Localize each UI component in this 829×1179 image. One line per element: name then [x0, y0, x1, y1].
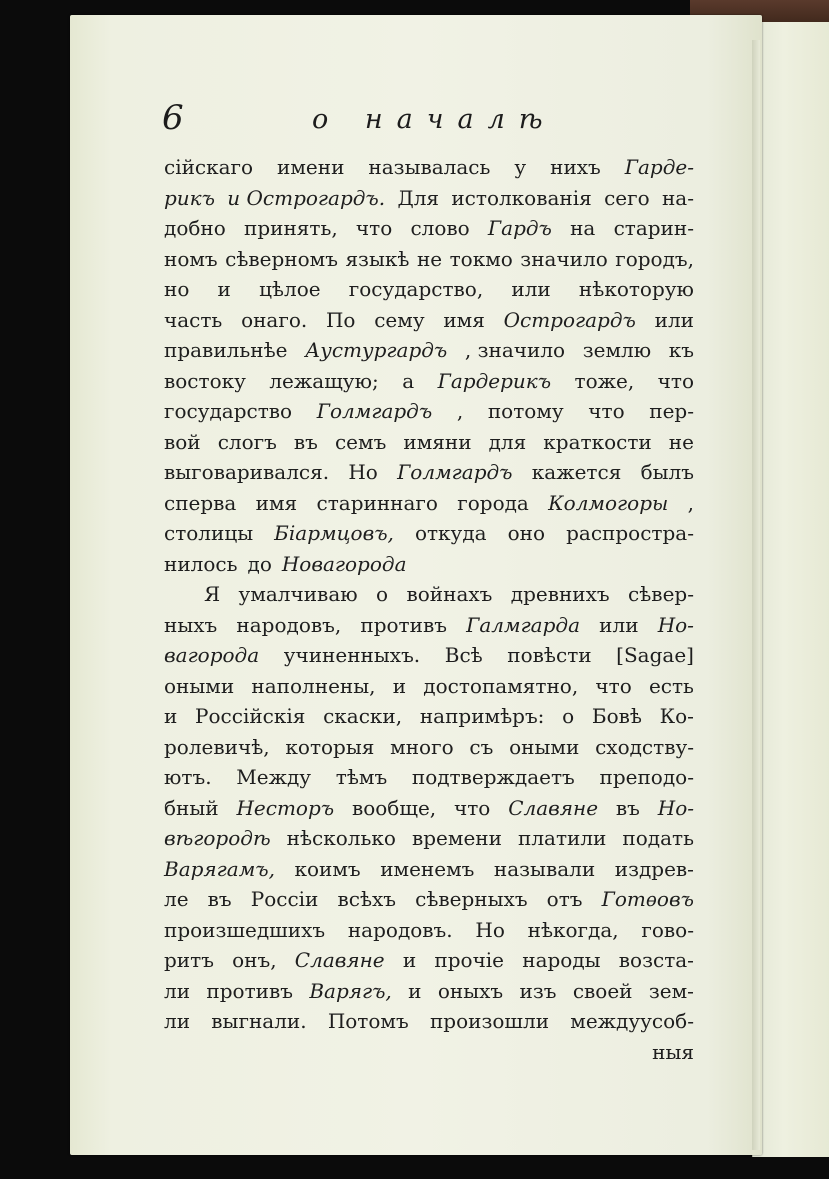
word: своей [572, 978, 633, 1003]
word: добно [164, 216, 226, 240]
word: языкѣ [345, 246, 410, 271]
word: сѣвер- [628, 582, 694, 606]
word: семъ [334, 429, 387, 454]
word: учиненныхъ. [283, 643, 421, 667]
word: напримѣръ: [419, 704, 545, 728]
text-line [164, 1006, 694, 1037]
word: тѣмъ [335, 765, 388, 789]
text-line [164, 854, 694, 885]
word: подтверждаетъ [411, 765, 575, 789]
word: Между [236, 765, 312, 789]
italic-word: Біармцовъ, [274, 521, 394, 545]
word: нилось [164, 551, 238, 576]
text-line [164, 671, 694, 702]
word: прочіе [434, 948, 505, 972]
word: [Sagae] [616, 643, 694, 667]
italic-word: Славяне [508, 795, 599, 820]
text-line [164, 732, 694, 763]
text-line [164, 701, 694, 732]
italic-word: Гардe- [624, 155, 694, 179]
word: государство [164, 399, 293, 423]
text-line [164, 915, 694, 946]
word: не [668, 429, 694, 454]
paragraph-2 [164, 579, 694, 1037]
word: именемъ [380, 856, 475, 881]
word: сходству- [595, 734, 694, 759]
word: нѣкогда, [527, 917, 619, 942]
word: Но [475, 917, 505, 942]
word: есть [648, 673, 694, 698]
word: народовъ, [236, 612, 342, 637]
word: слово [410, 216, 470, 240]
word: въ [615, 795, 640, 820]
word: народовъ. [347, 917, 453, 942]
word: выговаривался. [164, 460, 330, 484]
italic-word: Варягамъ, [164, 856, 275, 881]
word: подать [622, 826, 694, 850]
word: на- [661, 185, 694, 210]
word: вообще, [351, 795, 437, 820]
word: , [687, 490, 694, 515]
page-gutter-shadow [752, 40, 760, 1150]
word: часть [164, 307, 223, 332]
italic-word: Аустургардъ [305, 338, 448, 362]
italic-word: Галмгарда [466, 612, 581, 637]
word: государство, [348, 277, 484, 301]
word: въ [293, 429, 318, 454]
word: народы [522, 948, 601, 972]
word: и [164, 704, 178, 728]
word: имя [443, 307, 485, 332]
running-title: о началѣ [312, 104, 557, 135]
word: старин- [613, 216, 694, 240]
italic-word: Несторъ [236, 795, 335, 820]
word: съ [469, 734, 494, 759]
word: на [570, 216, 596, 240]
italic-word: Но- [657, 612, 694, 637]
word: значило [520, 246, 608, 271]
text-line [164, 579, 694, 610]
word: не [416, 246, 443, 271]
word: нихъ [550, 155, 601, 179]
word: сѣверныхъ [415, 887, 528, 911]
paragraph-1 [164, 152, 694, 579]
text-line [164, 976, 694, 1007]
text-line [164, 823, 694, 854]
italic-word: Новагорода [281, 551, 407, 576]
word: востоку [164, 368, 246, 393]
word: нѣсколько [286, 826, 396, 850]
text-line [164, 762, 694, 793]
word: много [390, 734, 454, 759]
word: вой [164, 429, 201, 454]
word: или [511, 277, 551, 301]
word: называли [493, 856, 596, 881]
word: или [599, 612, 639, 637]
word: Ко- [659, 704, 694, 728]
word: сѣверномъ [225, 246, 338, 271]
word: краткости [543, 429, 652, 454]
text-line [164, 793, 694, 824]
word: что [355, 216, 393, 240]
text-line [164, 213, 694, 244]
word: пер- [649, 399, 694, 423]
text-line [164, 457, 694, 488]
word: нѣкоторую [578, 277, 694, 301]
word: въ [207, 887, 232, 911]
word: къ [668, 338, 694, 362]
catchword-line [164, 1037, 694, 1068]
word: войнахъ [406, 582, 493, 606]
word: скаски, [323, 704, 403, 728]
word: повѣсти [507, 643, 592, 667]
word: ритъ [164, 948, 214, 972]
word: ле [164, 887, 189, 911]
word: и [402, 948, 417, 972]
word: что [595, 673, 632, 698]
word: издрев- [614, 856, 694, 881]
text-line [164, 274, 694, 305]
word: наполнены, [251, 673, 376, 698]
word: для [488, 429, 527, 454]
word: Бовѣ [591, 704, 642, 728]
word: произшедшихъ [164, 917, 326, 942]
italic-word: Гардерикъ [437, 368, 552, 393]
word: древнихъ [510, 582, 610, 606]
word: Потомъ [327, 1009, 409, 1033]
word: ли [164, 1009, 191, 1033]
text-line [164, 152, 694, 183]
word: имени [277, 155, 345, 179]
italic-word: Варягъ, [309, 978, 392, 1003]
text-line [164, 305, 694, 336]
italic-word: Славяне [294, 948, 385, 972]
word: распростра- [566, 521, 694, 545]
word: умалчиваю [238, 582, 358, 606]
word: оно [507, 521, 546, 545]
body-text [164, 152, 694, 1067]
word: о [376, 582, 389, 606]
word: слогъ [217, 429, 277, 454]
page-number: 6 [162, 98, 185, 138]
word: междуусоб- [570, 1009, 694, 1033]
word: города [457, 490, 529, 515]
word: столицы [164, 521, 254, 545]
text-line [164, 366, 694, 397]
word: что [588, 399, 625, 423]
word: правильнѣе [164, 338, 288, 362]
text-line [164, 183, 694, 214]
word: изъ [519, 978, 557, 1003]
italic-word: Колмогоры [548, 490, 669, 515]
word: времени [411, 826, 502, 850]
text-line [164, 396, 694, 427]
word: ныхъ [164, 612, 218, 637]
word: преподо- [599, 765, 694, 789]
word: возста- [618, 948, 694, 972]
word: Россіи [250, 887, 319, 911]
text-line [164, 518, 694, 549]
word: истолкованія [451, 185, 592, 210]
text-line [164, 244, 694, 275]
page-header [162, 98, 682, 144]
word: коимъ [294, 856, 361, 881]
word: цѣлое [259, 277, 321, 301]
word: откуда [414, 521, 487, 545]
word: городъ, [615, 246, 694, 271]
word: имя [255, 490, 298, 515]
word: у [514, 155, 527, 179]
text-line [164, 945, 694, 976]
word: кажется [531, 460, 622, 484]
word: и [217, 277, 231, 301]
word: гово- [641, 917, 694, 942]
word: принять, [243, 216, 338, 240]
word: оныхъ [437, 978, 504, 1003]
word: ролевичѣ, [164, 734, 270, 759]
word: ютъ. [164, 765, 212, 789]
word: По [325, 307, 356, 332]
word: оными [164, 673, 235, 698]
word: зем- [648, 978, 694, 1003]
italic-word: Острогардъ [503, 307, 636, 332]
word: но [164, 277, 190, 301]
word: произошли [429, 1009, 550, 1033]
word: оными [509, 734, 580, 759]
word: стариннаго [316, 490, 438, 515]
italic-word: рикъ [164, 185, 215, 210]
text-line [164, 488, 694, 519]
word: и [392, 673, 407, 698]
word: всѣхъ [337, 887, 397, 911]
italic-word: вѣгородѣ [164, 826, 271, 850]
word: онъ, [232, 948, 277, 972]
word: Но [348, 460, 378, 484]
italic-word: Голмгардъ [397, 460, 513, 484]
catchword: ныя [652, 1039, 694, 1064]
word: , [456, 399, 464, 423]
text-line [164, 610, 694, 641]
word: отъ [546, 887, 583, 911]
text-line [164, 335, 694, 366]
text-line [164, 427, 694, 458]
word: что [657, 368, 694, 393]
word: что [454, 795, 491, 820]
word: лежащую; [269, 368, 379, 393]
word: Всѣ [444, 643, 483, 667]
word: Россійскія [195, 704, 306, 728]
italic-word: Но- [657, 795, 694, 820]
word: сійскаго [164, 155, 254, 179]
text-line [164, 884, 694, 915]
word: противъ [206, 978, 293, 1003]
italic-word: Голмгардъ [316, 399, 433, 423]
word: токмо [449, 246, 513, 271]
word: ли [164, 978, 191, 1003]
word: достопамятно, [423, 673, 579, 698]
word: или [654, 307, 694, 332]
word: сему [374, 307, 425, 332]
word: Я [204, 582, 221, 606]
word: называлась [368, 155, 491, 179]
word: выгнали. [211, 1009, 307, 1033]
word: а [402, 368, 415, 393]
word: былъ [640, 460, 694, 484]
word: имяни [403, 429, 472, 454]
word: до [247, 551, 272, 576]
word: потому [487, 399, 564, 423]
word: номъ [164, 246, 218, 271]
word: о [562, 704, 575, 728]
word: сего [604, 185, 650, 210]
word: тоже, [574, 368, 635, 393]
text-line [164, 549, 694, 580]
word: землю [582, 338, 652, 362]
text-line [164, 640, 694, 671]
facing-page-edge [752, 22, 829, 1157]
italic-word: и Острогардъ. [227, 185, 386, 210]
word: платили [517, 826, 607, 850]
word: онаго. [241, 307, 308, 332]
word: Для [397, 185, 440, 210]
word: и [408, 978, 422, 1003]
word: бный [164, 795, 219, 820]
word: сперва [164, 490, 237, 515]
word: которыя [285, 734, 375, 759]
italic-word: Гардъ [487, 216, 552, 240]
italic-word: Готѳовъ [601, 887, 694, 911]
italic-word: вагорода [164, 643, 260, 667]
word: , значило [464, 338, 566, 362]
word: противъ [360, 612, 447, 637]
